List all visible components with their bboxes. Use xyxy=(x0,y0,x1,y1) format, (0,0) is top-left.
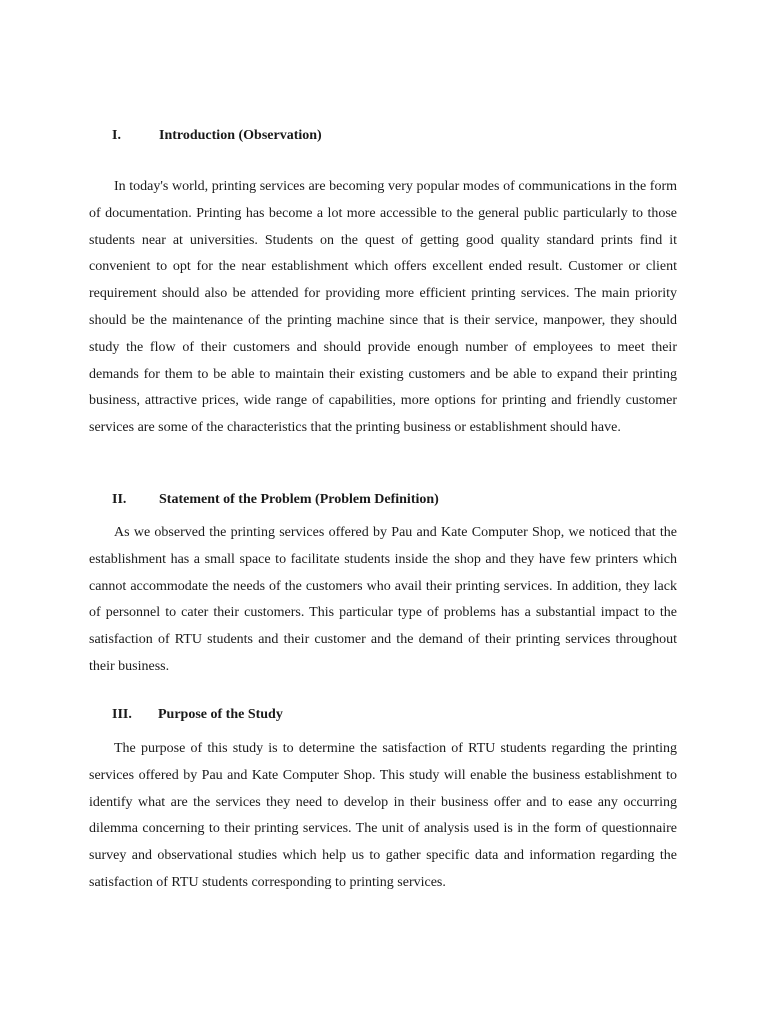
section-paragraph-introduction: In today's world, printing services are becoming very popular modes of communications in the form of documentation. Printing has become a lot more accessible to the general public particularly to those students near at universities. Students on the quest of getting good quality standard prints find it convenient to opt for the near establishment which offers excellent ended result. Customer or client requirement should also be attended for providing more efficient printing services. The main priority should be the maintenance of the printing machine since that is their service, manpower, they should study the flow of their customers and should provide enough number of employees to meet their demands for them to be able to maintain their existing customers and be able to expand their printing business, attractive prices, wide range of capabilities, more options for printing and friendly customer services are some of the characteristics that the printing business or establishment should have. xyxy=(89,179,677,436)
section-paragraph-purpose-of-study: The purpose of this study is to determine the satisfaction of RTU students regarding the printing services offered by Pau and Kate Computer Shop. This study will enable the business establishment to identify what are the services they need to develop in their business offer and to ease any occurring dilemma concerning to their printing services. The unit of analysis used is in the form of questionnaire survey and observational studies which help us to gather specific data and information regarding the satisfaction of RTU students corresponding to printing services. xyxy=(89,741,677,890)
section-heading-purpose-of-study xyxy=(89,706,677,724)
section-paragraph-statement-of-problem: As we observed the printing services offered by Pau and Kate Computer Shop, we noticed that the establishment has a small space to facilitate students inside the shop and they have few printers which cannot accommodate the needs of the customers who avail their printing services. In addition, they lack of personnel to cater their customers. This particular type of problems has a substantial impact to the satisfaction of RTU students and their customer and the demand of their printing services throughout their business. xyxy=(89,525,677,674)
section-number: III. xyxy=(112,707,132,722)
section-title: Statement of the Problem (Problem Definition) xyxy=(159,492,439,507)
section-heading-statement-of-problem xyxy=(89,491,677,509)
section-title: Introduction (Observation) xyxy=(159,128,322,143)
section-number: II. xyxy=(112,492,127,507)
section-heading-introduction xyxy=(89,127,677,145)
section-number: I. xyxy=(112,128,121,143)
section-title: Purpose of the Study xyxy=(158,707,283,722)
